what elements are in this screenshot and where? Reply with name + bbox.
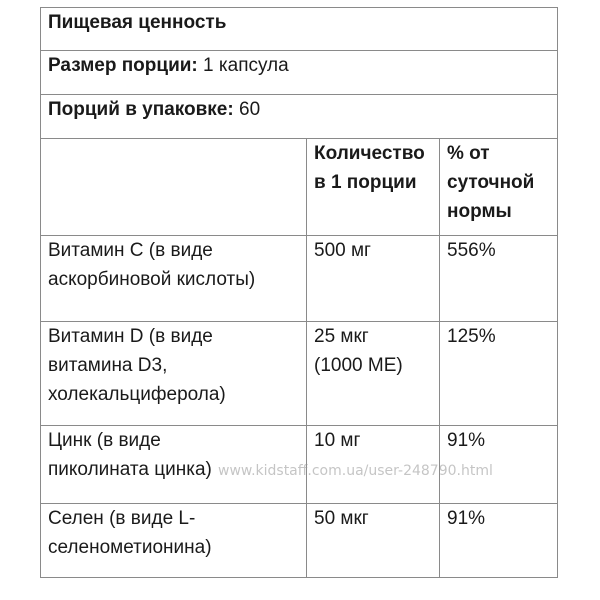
nutrient-amount (307, 236, 440, 322)
nutrient-name-line: Селен (в виде L- (48, 508, 196, 529)
servings-per-container-row (41, 95, 558, 139)
nutrient-amount (307, 322, 440, 426)
nutrient-name-line: аскорбиновой кислоты) (48, 269, 256, 290)
table-row (41, 322, 558, 426)
table-title: Пищевая ценность (48, 12, 227, 33)
nutrient-daily-value: 125% (440, 322, 558, 426)
nutrient-amount-line: 25 мкг (314, 326, 369, 347)
nutrient-amount-line: 10 мг (314, 430, 361, 451)
table-row (41, 504, 558, 578)
nutrient-name (41, 236, 307, 322)
title-row (41, 8, 558, 51)
nutrient-amount (307, 504, 440, 578)
nutrient-daily-value: 91% (440, 426, 558, 504)
nutrient-name (41, 322, 307, 426)
column-header-amount-line: в 1 порции (314, 172, 417, 193)
watermark: www.kidstaff.com.ua/user-248790.html (218, 463, 493, 479)
column-header-amount (307, 139, 440, 236)
nutrient-name-line: Витамин D (в виде (48, 326, 213, 347)
nutrient-daily-value: 91% (440, 504, 558, 578)
nutrient-daily-value: 556% (440, 236, 558, 322)
column-header-dv-line: нормы (447, 201, 512, 222)
nutrition-facts-table (40, 7, 558, 578)
column-header-row (41, 139, 558, 236)
nutrient-amount-line: (1000 МЕ) (314, 355, 403, 376)
nutrient-name-line: селенометионина) (48, 537, 212, 558)
column-header-dv-line: % от (447, 143, 490, 164)
column-header-dv-line: суточной (447, 172, 535, 193)
nutrient-name-line: витамина D3, (48, 355, 168, 376)
serving-size-label: Размер порции: (48, 55, 198, 76)
nutrient-name-line: Витамин C (в виде (48, 240, 213, 261)
table-row (41, 236, 558, 322)
nutrient-amount-line: 500 мг (314, 240, 371, 261)
table-title-cell (41, 8, 558, 51)
column-header-daily-value (440, 139, 558, 236)
nutrient-name-line: холекальциферола) (48, 384, 226, 405)
column-header-amount-line: Количество (314, 143, 425, 164)
nutrient-name-line: пиколината цинка) (48, 459, 212, 480)
servings-per-container-label: Порций в упаковке: (48, 99, 234, 120)
column-header-empty (41, 139, 307, 236)
nutrient-name-line: Цинк (в виде (48, 430, 161, 451)
serving-size-row (41, 51, 558, 95)
nutrient-name (41, 504, 307, 578)
servings-per-container-value: 60 (239, 99, 261, 120)
nutrient-amount-line: 50 мкг (314, 508, 369, 529)
serving-size-value: 1 капсула (203, 55, 289, 76)
